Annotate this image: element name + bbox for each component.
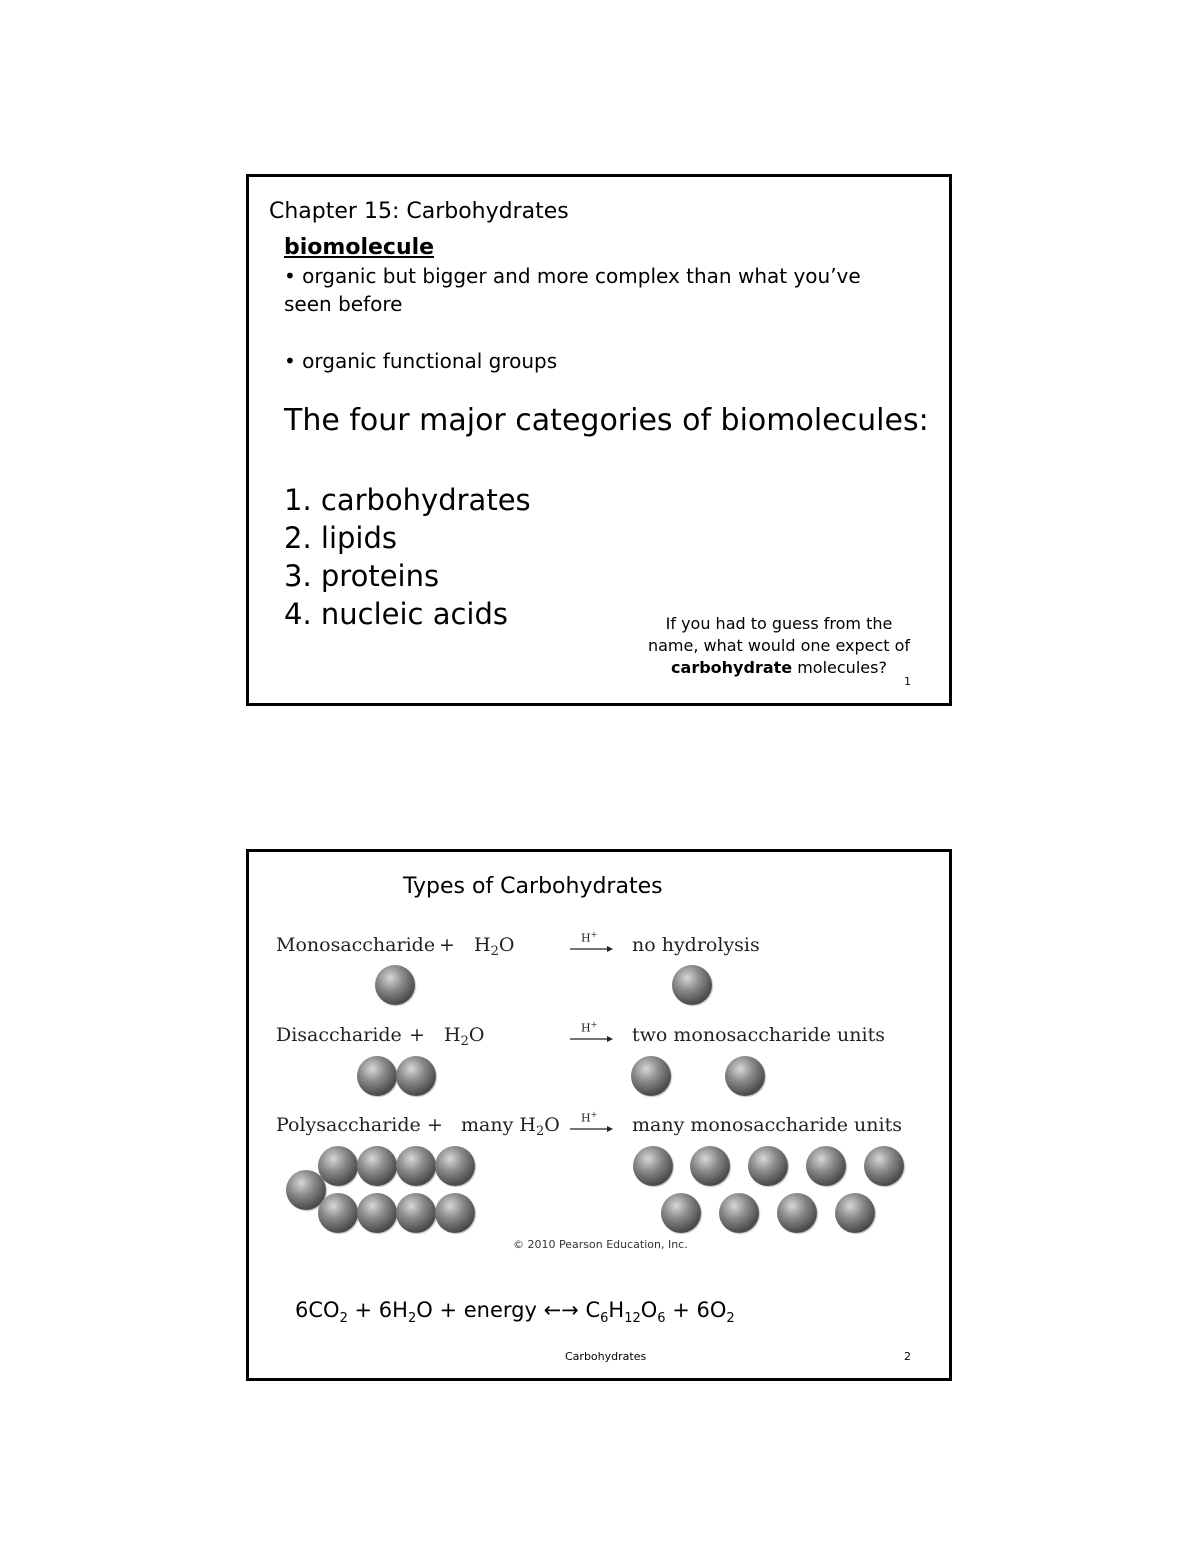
photosynthesis-equation: $6CO_2 + 6H_2O$ + energy ←→ $C_6H_{12}O_6 + 6O_2$: [295, 1298, 735, 1326]
acid-catalyst-arrow: [569, 1110, 613, 1138]
page-number: 1: [904, 675, 911, 688]
polysaccharide-sphere: [318, 1146, 358, 1186]
acid-catalyst-arrow: [569, 930, 613, 958]
catalyst-label: H+: [581, 1110, 598, 1125]
monosaccharide-sphere: [864, 1146, 904, 1186]
monosaccharide-sphere: [690, 1146, 730, 1186]
catalyst-label: H+: [581, 930, 598, 945]
list-item: 4. nucleic acids: [284, 597, 508, 631]
water-formula: $H_2O$: [444, 1024, 485, 1049]
copyright-notice: © 2010 Pearson Education, Inc.: [513, 1238, 688, 1251]
polysaccharide-sphere: [396, 1193, 436, 1233]
monosaccharide-sphere: [661, 1193, 701, 1233]
product-no-hydrolysis: no hydrolysis: [632, 934, 760, 956]
catalyst-label: H+: [581, 1020, 598, 1035]
water-formula: $H_2O$: [474, 934, 515, 959]
equilibrium-arrow: ←→: [543, 1298, 579, 1322]
monosaccharide-sphere: [748, 1146, 788, 1186]
disaccharide-sphere: [357, 1056, 397, 1096]
monosaccharide-sphere: [672, 965, 712, 1005]
question-text-end: molecules?: [797, 658, 887, 677]
monosaccharide-sphere: [806, 1146, 846, 1186]
page-number: 2: [904, 1350, 911, 1363]
polysaccharide-sphere: [435, 1146, 475, 1186]
acid-catalyst-arrow: [569, 1020, 613, 1048]
monosaccharide-sphere: [631, 1056, 671, 1096]
guess-question: [639, 613, 919, 679]
bullet-functional-groups: • organic functional groups: [284, 349, 558, 373]
categories-heading: The four major categories of biomolecules:: [284, 403, 929, 438]
monosaccharide-sphere: [777, 1193, 817, 1233]
question-text-start: If you had to guess from the name, what would one expect of: [647, 614, 911, 655]
monosaccharide-sphere: [375, 965, 415, 1005]
slide-2: [246, 849, 952, 1381]
polysaccharide-sphere: [318, 1193, 358, 1233]
product-many-units: many monosaccharide units: [632, 1114, 902, 1136]
bullet-complexity: • organic but bigger and more complex than what you’ve seen before: [284, 264, 861, 316]
reactant-monosaccharide: Monosaccharide: [276, 934, 436, 956]
polysaccharide-sphere: [357, 1193, 397, 1233]
product-two-units: two monosaccharide units: [632, 1024, 885, 1046]
monosaccharide-sphere: [633, 1146, 673, 1186]
polysaccharide-sphere: [396, 1146, 436, 1186]
question-keyword: carbohydrate: [671, 658, 793, 677]
plus-sign: +: [439, 934, 455, 956]
monosaccharide-sphere: [725, 1056, 765, 1096]
reactant-polysaccharide: Polysaccharide: [276, 1114, 421, 1136]
polysaccharide-sphere: [357, 1146, 397, 1186]
slide-footer: Carbohydrates: [565, 1350, 647, 1363]
plus-sign: +: [409, 1024, 425, 1046]
monosaccharide-sphere: [719, 1193, 759, 1233]
slide-1-title: Chapter 15: Carbohydrates: [269, 199, 569, 224]
disaccharide-sphere: [396, 1056, 436, 1096]
list-item: 2. lipids: [284, 521, 397, 555]
slide-2-title: Types of Carbohydrates: [403, 874, 663, 899]
term-biomolecule: biomolecule: [284, 235, 435, 260]
plus-sign: +: [427, 1114, 443, 1136]
water-formula: many $H_2O$: [461, 1114, 560, 1139]
slide-1: [246, 174, 952, 706]
list-item: 3. proteins: [284, 559, 440, 593]
monosaccharide-sphere: [835, 1193, 875, 1233]
list-item: 1. carbohydrates: [284, 483, 531, 517]
categories-list: [284, 481, 531, 633]
polysaccharide-sphere: [435, 1193, 475, 1233]
reactant-disaccharide: Disaccharide: [276, 1024, 402, 1046]
